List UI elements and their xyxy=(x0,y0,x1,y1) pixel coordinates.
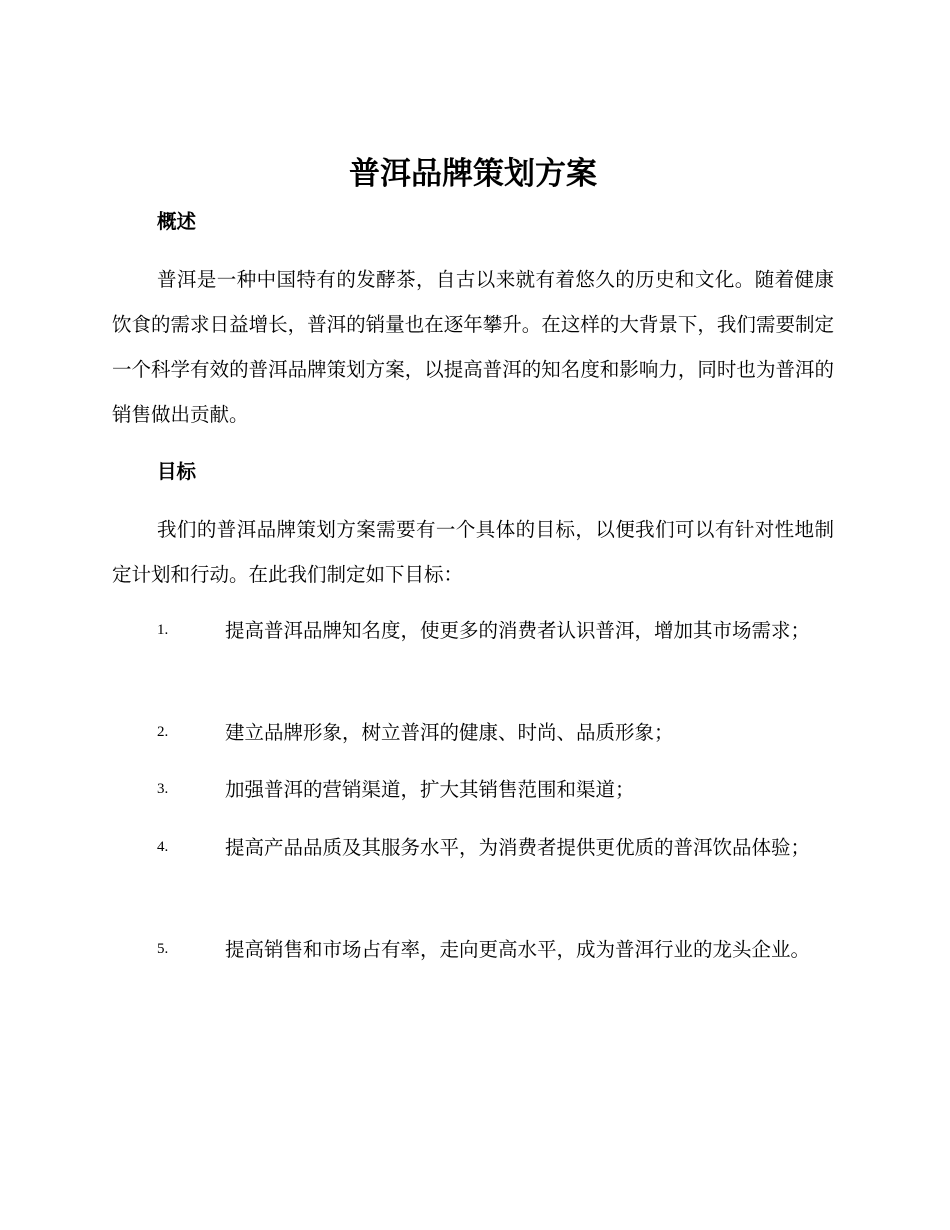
list-item xyxy=(112,767,834,812)
list-item xyxy=(112,710,834,755)
list-item-text: 加强普洱的营销渠道，扩大其销售范围和渠道； xyxy=(225,778,635,801)
list-item-number: 4. xyxy=(157,839,169,855)
section-heading-goals: 目标 xyxy=(157,460,197,483)
list-item-text: 提高普洱品牌知名度，使更多的消费者认识普洱，增加其市场需求； xyxy=(225,619,811,642)
list-item xyxy=(112,927,834,972)
list-item xyxy=(112,825,834,870)
list-item-number: 5. xyxy=(157,941,169,957)
overview-paragraph: 普洱是一种中国特有的发酵茶，自古以来就有着悠久的历史和文化。随着健康饮食的需求日益增长，普洱的销量也在逐年攀升。在这样的大背景下，我们需要制定一个科学有效的普洱品牌策划方案，以提高普洱的知名度和影响力，同时也为普洱的销售做出贡献。 xyxy=(112,268,834,426)
list-item-number: 2. xyxy=(157,724,169,740)
section-heading-overview: 概述 xyxy=(157,210,197,233)
list-item-number: 3. xyxy=(157,781,169,797)
document-title: 普洱品牌策划方案 xyxy=(349,156,597,192)
list-item xyxy=(112,608,834,653)
goals-intro-paragraph: 我们的普洱品牌策划方案需要有一个具体的目标，以便我们可以有针对性地制定计划和行动。在此我们制定如下目标： xyxy=(112,518,834,586)
list-item-text: 提高产品品质及其服务水平，为消费者提供更优质的普洱饮品体验； xyxy=(225,836,811,859)
list-item-text: 提高销售和市场占有率，走向更高水平，成为普洱行业的龙头企业。 xyxy=(225,938,811,961)
list-item-text: 建立品牌形象，树立普洱的健康、时尚、品质形象； xyxy=(225,721,674,744)
list-item-number: 1. xyxy=(157,622,169,638)
